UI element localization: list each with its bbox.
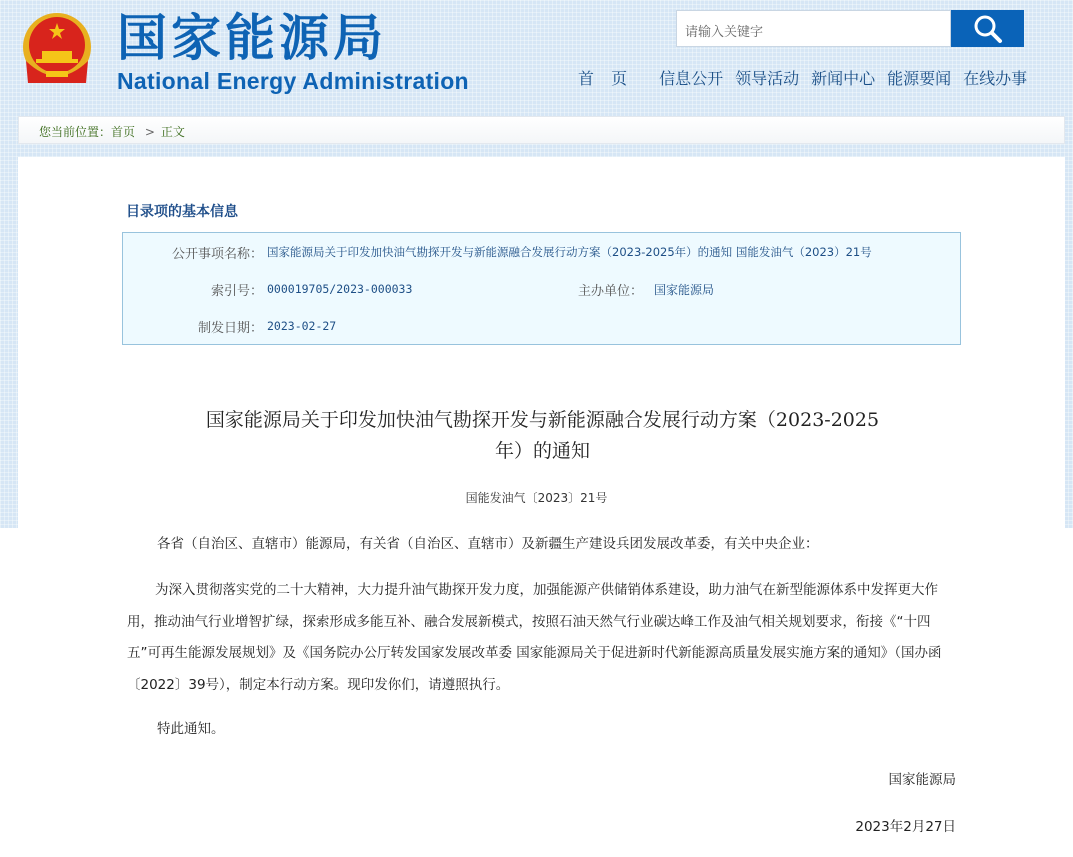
- breadcrumb-prefix: 您当前位置：: [39, 125, 112, 139]
- title-line-2: 年）的通知: [494, 440, 590, 462]
- date-label: 制发日期：: [197, 321, 263, 336]
- org-value: 国家能源局: [654, 283, 715, 297]
- nav-online-service[interactable]: 在线办事: [963, 69, 1028, 88]
- nav-info-disclosure[interactable]: 信息公开: [659, 69, 724, 88]
- breadcrumb: [18, 116, 1065, 144]
- breadcrumb-current[interactable]: 正文: [160, 125, 185, 139]
- title-line-1: 国家能源局关于印发加快油气勘探开发与新能源融合发展行动方案（2023-2025: [205, 409, 880, 431]
- logo-chinese[interactable]: 国家能源局: [117, 9, 387, 67]
- national-emblem-logo: [20, 11, 94, 89]
- name-label: 公开事项名称：: [171, 247, 263, 262]
- info-heading: 目录项的基本信息: [126, 204, 238, 220]
- breadcrumb-home[interactable]: 首页: [111, 125, 136, 139]
- document-number: 国能发油气〔2023〕21号: [465, 491, 608, 505]
- search-button[interactable]: [951, 10, 1024, 47]
- date-value: 2023-02-27: [267, 319, 337, 333]
- logo-english[interactable]: National Energy Administration: [117, 68, 469, 94]
- main-nav: [578, 66, 1039, 89]
- index-label: 索引号：: [210, 284, 263, 299]
- breadcrumb-separator: >: [144, 125, 155, 139]
- nav-leadership[interactable]: 领导活动: [735, 69, 800, 88]
- closing: 特此通知。: [157, 721, 225, 737]
- paragraph-1: 为深入贯彻落实党的二十大精神，大力提升油气勘探开发力度，加强能源产供储销体系建设，助力油气在新型能源体系中发挥更大作用，推动油气行业增智扩绿，探索形成多能互补、融合发展新模式，按照石油天然气行业碳达峰工作及油气相关规划要求，衔接《“十四五”可再生能源发展规划》及《国务院办公厅转发国家发展改革委 国家能源局关于促进新时代新能源高质量发展实施方案的通知》（国办函〔2022〕39号），制定本行动方案。现印发你们，请遵照执行。: [127, 582, 942, 693]
- info-box: [122, 232, 961, 345]
- nav-news[interactable]: 新闻中心: [811, 69, 876, 88]
- search-input[interactable]: 请输入关键字: [676, 10, 951, 47]
- nav-energy-news[interactable]: 能源要闻: [887, 69, 952, 88]
- nav-home[interactable]: 首 页: [578, 69, 634, 88]
- signature: 国家能源局: [888, 772, 956, 788]
- article-title: [140, 405, 945, 467]
- org-label: 主办单位：: [577, 284, 643, 299]
- index-value: 000019705/2023-000033: [267, 282, 413, 296]
- search-icon: [973, 14, 1003, 44]
- signing-date: 2023年2月27日: [855, 819, 956, 835]
- name-value: 国家能源局关于印发加快油气勘探开发与新能源融合发展行动方案（2023-2025年）的通知 国能发油气（2023）21号: [267, 245, 872, 259]
- salutation: 各省（自治区、直辖市）能源局，有关省（自治区、直辖市）及新疆生产建设兵团发展改革委，有关中央企业：: [157, 536, 819, 552]
